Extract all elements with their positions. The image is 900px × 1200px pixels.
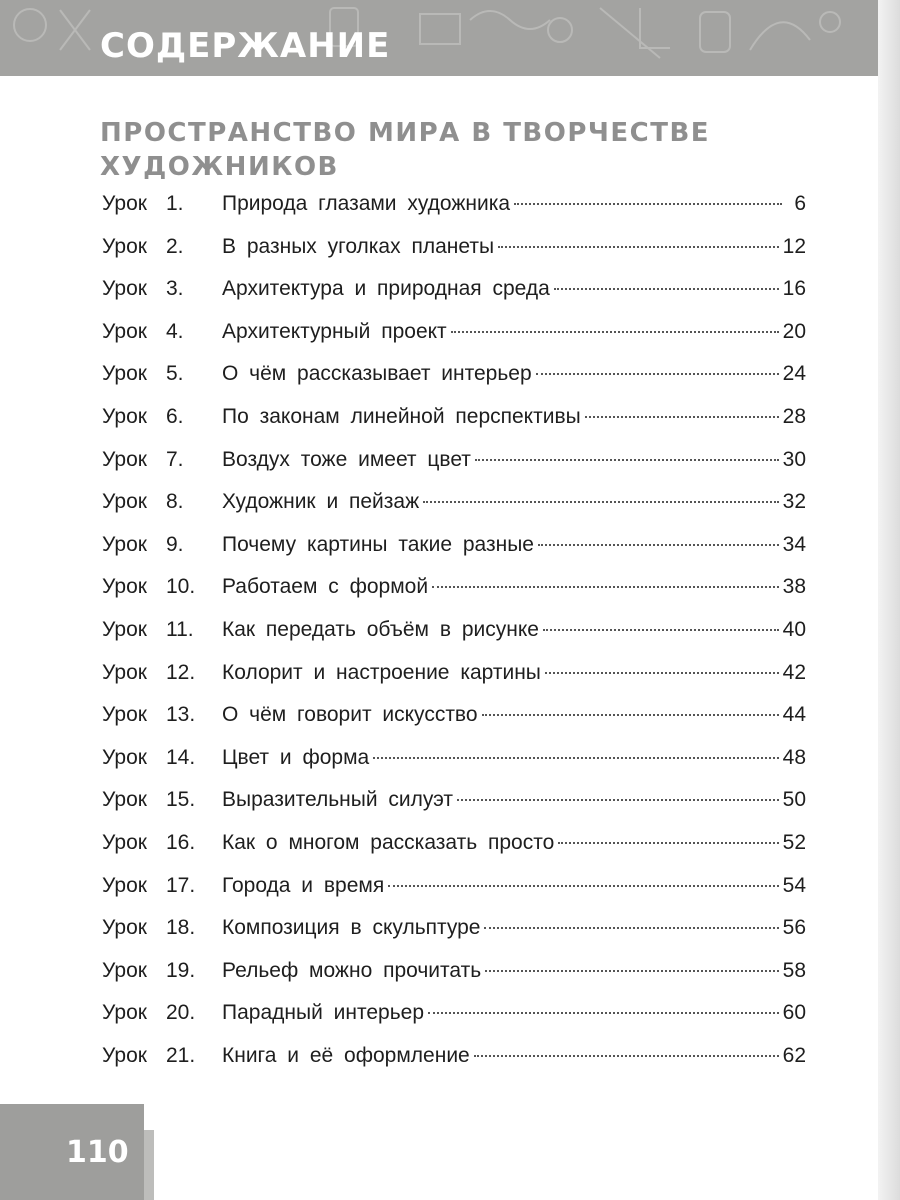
toc-lesson-title: Рельеф можно прочитать <box>222 958 482 982</box>
toc-row <box>102 874 806 917</box>
toc-lesson-number: 20. <box>166 1001 196 1025</box>
toc-dot-leader <box>432 586 779 588</box>
table-of-contents <box>102 192 806 1086</box>
toc-row <box>102 916 806 959</box>
toc-lesson-number: 4. <box>166 319 184 343</box>
toc-page-number: 28 <box>782 404 806 428</box>
toc-lesson-number: 5. <box>166 362 184 386</box>
toc-lesson-label: Урок <box>102 916 147 940</box>
toc-lesson-number: 7. <box>166 447 184 471</box>
toc-lesson-label: Урок <box>102 234 147 258</box>
toc-dot-leader <box>554 288 779 290</box>
toc-row <box>102 533 806 576</box>
toc-dot-leader <box>543 629 779 631</box>
toc-row <box>102 788 806 831</box>
toc-page-number: 34 <box>782 532 806 556</box>
toc-lesson-title: Как передать объём в рисунке <box>222 617 539 641</box>
toc-lesson-label: Урок <box>102 277 147 301</box>
toc-lesson-label: Урок <box>102 1043 147 1067</box>
toc-dot-leader <box>423 501 778 503</box>
toc-page-number: 50 <box>782 788 806 812</box>
toc-lesson-title: Как о многом рассказать просто <box>222 830 555 854</box>
toc-lesson-label: Урок <box>102 873 147 897</box>
toc-lesson-label: Урок <box>102 830 147 854</box>
toc-lesson-number: 14. <box>166 745 196 769</box>
toc-page-number: 32 <box>782 490 806 514</box>
toc-dot-leader <box>457 799 779 801</box>
toc-lesson-label: Урок <box>102 319 147 343</box>
toc-row <box>102 320 806 363</box>
toc-lesson-number: 15. <box>166 788 196 812</box>
toc-lesson-title: Архитектура и природная среда <box>222 277 550 301</box>
toc-lesson-title: Архитектурный проект <box>222 319 447 343</box>
toc-lesson-number: 11. <box>166 617 194 641</box>
toc-lesson-number: 19. <box>166 958 196 982</box>
toc-lesson-number: 17. <box>166 873 196 897</box>
contents-heading: СОДЕРЖАНИЕ <box>100 26 391 66</box>
toc-row <box>102 1001 806 1044</box>
toc-page-number: 52 <box>782 830 806 854</box>
toc-lesson-label: Урок <box>102 745 147 769</box>
toc-dot-leader <box>585 416 779 418</box>
toc-dot-leader <box>474 1055 779 1057</box>
header-band <box>0 0 878 76</box>
toc-page-number: 40 <box>782 617 806 641</box>
toc-lesson-label: Урок <box>102 447 147 471</box>
page-edge-shadow <box>878 0 900 1200</box>
toc-page-number: 24 <box>782 362 806 386</box>
toc-lesson-title: Колорит и настроение картины <box>222 660 541 684</box>
toc-page-number: 62 <box>782 1043 806 1067</box>
toc-page-number: 60 <box>782 1001 806 1025</box>
toc-row <box>102 1044 806 1087</box>
toc-row <box>102 618 806 661</box>
toc-lesson-number: 8. <box>166 490 184 514</box>
toc-lesson-number: 10. <box>166 575 196 599</box>
toc-lesson-label: Урок <box>102 192 147 215</box>
toc-dot-leader <box>482 714 779 716</box>
toc-dot-leader <box>545 672 779 674</box>
toc-dot-leader <box>498 246 779 248</box>
toc-dot-leader <box>451 331 779 333</box>
toc-row <box>102 192 806 235</box>
toc-dot-leader <box>536 373 779 375</box>
toc-lesson-number: 2. <box>166 234 184 258</box>
toc-lesson-title: Парадный интерьер <box>222 1001 425 1025</box>
toc-page-number: 58 <box>782 958 806 982</box>
toc-lesson-label: Урок <box>102 788 147 812</box>
toc-lesson-title: О чём рассказывает интерьер <box>222 362 532 386</box>
toc-dot-leader <box>514 203 782 205</box>
toc-lesson-label: Урок <box>102 532 147 556</box>
toc-lesson-number: 13. <box>166 703 196 727</box>
toc-dot-leader <box>475 459 779 461</box>
toc-page-number: 54 <box>782 873 806 897</box>
toc-dot-leader <box>428 1012 779 1014</box>
toc-row <box>102 746 806 789</box>
toc-lesson-title: Цвет и форма <box>222 745 370 769</box>
toc-row <box>102 235 806 278</box>
toc-page-number: 56 <box>782 916 806 940</box>
toc-lesson-number: 3. <box>166 277 184 301</box>
toc-lesson-title: По законам линейной перспективы <box>222 404 581 428</box>
toc-lesson-number: 12. <box>166 660 196 684</box>
section-title: ПРОСТРАНСТВО МИРА В ТВОРЧЕСТВЕ ХУДОЖНИКОВ <box>100 118 711 182</box>
toc-page-number: 16 <box>782 277 806 301</box>
toc-lesson-title: Художник и пейзаж <box>222 490 420 514</box>
toc-page-number: 30 <box>782 447 806 471</box>
toc-lesson-number: 9. <box>166 532 184 556</box>
toc-lesson-label: Урок <box>102 490 147 514</box>
toc-row <box>102 448 806 491</box>
toc-row <box>102 831 806 874</box>
toc-page-number: 6 <box>794 192 806 215</box>
toc-lesson-title: В разных уголках планеты <box>222 234 495 258</box>
toc-row <box>102 277 806 320</box>
toc-lesson-title: Выразительный силуэт <box>222 788 454 812</box>
toc-page-number: 42 <box>782 660 806 684</box>
toc-row <box>102 490 806 533</box>
toc-dot-leader <box>373 757 778 759</box>
toc-lesson-title: О чём говорит искусство <box>222 703 478 727</box>
toc-page-number: 38 <box>782 575 806 599</box>
toc-lesson-label: Урок <box>102 660 147 684</box>
toc-lesson-title: Воздух тоже имеет цвет <box>222 447 471 471</box>
toc-lesson-label: Урок <box>102 703 147 727</box>
toc-lesson-label: Урок <box>102 958 147 982</box>
toc-lesson-number: 6. <box>166 404 184 428</box>
page-number: 110 <box>66 1135 129 1170</box>
toc-lesson-label: Урок <box>102 617 147 641</box>
toc-page-number: 20 <box>782 319 806 343</box>
toc-row <box>102 703 806 746</box>
toc-page-number: 48 <box>782 745 806 769</box>
toc-row <box>102 661 806 704</box>
toc-lesson-number: 21. <box>166 1043 196 1067</box>
toc-lesson-title: Композиция в скульптуре <box>222 916 481 940</box>
toc-lesson-number: 16. <box>166 830 196 854</box>
toc-lesson-number: 18. <box>166 916 196 940</box>
toc-lesson-title: Почему картины такие разные <box>222 532 534 556</box>
toc-row <box>102 959 806 1002</box>
toc-lesson-label: Урок <box>102 404 147 428</box>
toc-row <box>102 575 806 618</box>
toc-lesson-title: Города и время <box>222 873 385 897</box>
toc-lesson-title: Книга и её оформление <box>222 1043 470 1067</box>
toc-page-number: 44 <box>782 703 806 727</box>
toc-row <box>102 362 806 405</box>
toc-row <box>102 405 806 448</box>
toc-lesson-number: 1. <box>166 192 184 215</box>
toc-dot-leader <box>558 842 778 844</box>
toc-dot-leader <box>484 927 778 929</box>
toc-dot-leader <box>388 885 778 887</box>
toc-lesson-label: Урок <box>102 1001 147 1025</box>
toc-lesson-label: Урок <box>102 575 147 599</box>
toc-page-number: 12 <box>782 234 806 258</box>
toc-dot-leader <box>485 970 778 972</box>
toc-lesson-title: Природа глазами художника <box>222 192 511 215</box>
toc-lesson-title: Работаем с формой <box>222 575 429 599</box>
toc-dot-leader <box>538 544 779 546</box>
toc-lesson-label: Урок <box>102 362 147 386</box>
